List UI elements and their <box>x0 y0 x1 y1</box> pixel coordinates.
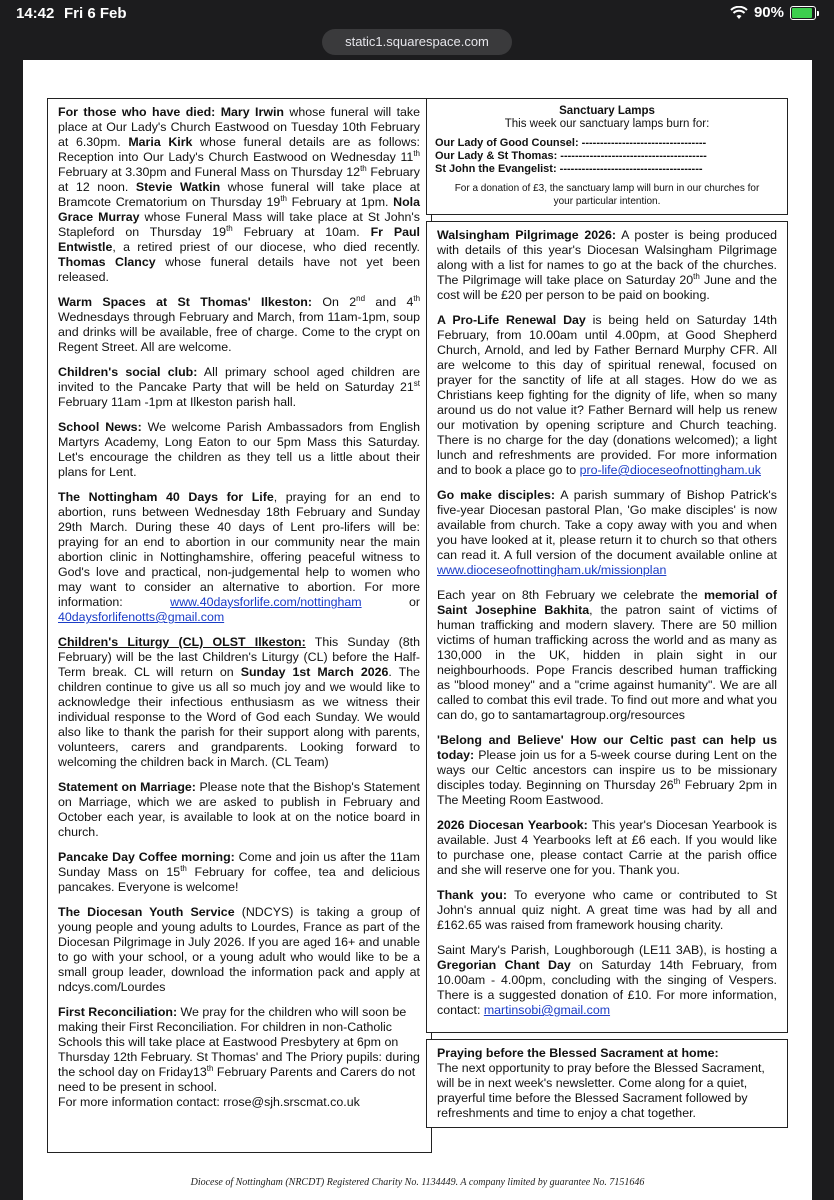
notice-40-days: The Nottingham 40 Days for Life, praying for an end to abortion, runs between Wednesday 18th February and Sunday 29th March. During these 40 days of Lent pro-lifers will be: praying for an end to abortion in our community near the main abortion clinic in Nottinghamshire, offering peaceful witness to God's love and practical, non-judgemental help to women who may want to consider an alternative to abortion. For more information: www.40daysforlife.com/nottingham or 40daysforlifenotts@gmail.com <box>58 490 420 624</box>
notice-chant: Saint Mary's Parish, Loughborough (LE11 3AB), is hosting a Gregorian Chant Day on Saturday 14th February, from 10.00am - 4.00pm, concluding with the singing of Vespers. There is a suggested donation of £10. For more information, contact: martinsobi@gmail.com <box>437 943 777 1017</box>
notice-marriage: Statement on Marriage: Please note that the Bishop's Statement on Marriage, which we are asked to publish in February and October each year, is available to look at on the notice board in church. <box>58 780 420 839</box>
notice-youth-service: The Diocesan Youth Service (NDCYS) is taking a group of young people and young adults to Lourdes, France as part of the Diocesan Pilgrimage in July 2026. If you are aged 16+ and unable to go with your school, or a young adult who would like to be a small group leader, download the information pack and apply at ndcys.com/Lourdes <box>58 905 420 994</box>
notice-reconciliation: First Reconciliation: We pray for the children who will soon be making their First Reconciliation. For children in non-Catholic Schools this will take place at Eastwood Presbytery at 6pm on Thursday 12th February. St Thomas' and The Priory pupils: during the school day on Friday13th February Parents and Carers do not need to be present in school. For more information contact: rrose@sjh.srscmat.co.uk <box>58 1005 420 1109</box>
prayer-heading: Praying before the Blessed Sacrament at home: <box>437 1046 719 1060</box>
notice-disciples: Go make disciples: A parish summary of Bishop Patrick's five-year Diocesan pastoral Plan, 'Go make disciples' is now available from church. Take a copy away with you and when you have looked at it, please return it to church so that others can read it. A full version of the document available online at www.dioceseofnottingham.uk/missionplan <box>437 488 777 577</box>
notice-yearbook: 2026 Diocesan Yearbook: This year's Diocesan Yearbook is available. Just 4 Yearbooks left at £6 each. If you would like to purchase one, please contact Carrie at the parish office and she will reserve one for you. Thank you. <box>437 818 777 877</box>
notice-bakhita: Each year on 8th February we celebrate the memorial of Saint Josephine Bakhita, the patron saint of victims of human trafficking and modern slavery. There are 50 million victims of human trafficking across the world and as many as 130,000 in the UK, hidden in plain sight in our neighbourhoods. Pope Francis described human trafficking as "blood money" and a "crime against humanity". We are all called to combat this evil trade. To find out more and what you can do, go to santamartagroup.org/resources <box>437 588 778 722</box>
sanctuary-lamps-box: Sanctuary Lamps This week our sanctuary lamps burn for: Our Lady of Good Counsel: ---------------------------------- Our Lady & St Thomas: ---------------------------------------- St John the Evangelist: --------------------------------------- For a donation of £3, the sanctuary lamp will burn in our churches for your particular intention. <box>426 98 788 215</box>
notice-warm-spaces: Warm Spaces at St Thomas' Ilkeston: On 2nd and 4th Wednesdays through February and March, from 11am-1pm, soup and drinks will be available, free of charge. Come to the crypt on Regent Street. All are welcome. <box>58 293 421 354</box>
battery-level <box>792 8 812 18</box>
clock: 14:42 <box>16 5 55 22</box>
link-40days-email[interactable]: 40daysforlifenotts@gmail.com <box>58 610 225 624</box>
battery-percent: 90% <box>753 4 784 21</box>
prayer-box <box>426 1039 788 1128</box>
prayer-text: The next opportunity to pray before the Blessed Sacrament, will be in next week's newsletter. Come along for a quiet, prayerful time before the Blessed Sacrament followed by refreshments and time to enjoy a chat together. <box>437 1061 765 1120</box>
notice-social-club: Children's social club: All primary school aged children are invited to the Pancake Party that will be held on Saturday 21st February 11am -1pm at Ilkeston parish hall. <box>58 365 420 409</box>
sanctuary-title: Sanctuary Lamps <box>559 105 655 117</box>
link-pro-life[interactable]: pro-life@dioceseofnottingham.uk <box>579 463 761 477</box>
notice-school-news: School News: We welcome Parish Ambassadors from English Martyrs Academy, Long Eaton to our 5pm Mass this Saturday. Let's encourage the children as they tell us a little about their plans for Lent. <box>58 420 420 479</box>
newsletter-page <box>23 60 812 1200</box>
link-chant-email[interactable]: martinsobi@gmail.com <box>483 1003 611 1017</box>
right-column <box>426 98 788 1134</box>
notice-celtic: 'Belong and Believe' How our Celtic past can help us today: Please join us for a 5-week course during Lent on the ways our Celtic ancestors can inspire us to be missionary disciples today. Beginning on Thursday 26th February 2pm in The Meeting Room Eastwood. <box>437 733 777 807</box>
notice-pro-life: A Pro-Life Renewal Day is being held on Saturday 14th February, from 10.00am until 4.00pm, at Good Shepherd Church, Arnold, and led by Father Bernard Murphy CFR. All are welcome to this day of spiritual renewal, focused on prayer for the sanctity of life at all stages. How do we as Christians keep fighting for the dignity of life, when so many around us do not value it? Father Bernard will help us renew our motivation by opening scripture and Church teaching. There is no charge for the day (donations welcomed); a light lunch and refreshments are provided. For more information and to book a place go to pro-life@dioceseofnottingham.uk <box>437 313 777 477</box>
notice-died: For those who have died: Mary Irwin whose funeral will take place at Our Lady's Church Eastwood on Tuesday 10th February at 6.30pm. Maria Kirk whose funeral details are as follows: Reception into Our Lady's Church Eastwood on Wednesday 11th February at 3.30pm and Funeral Mass on Thursday 12th February at 12 noon. Stevie Watkin whose funeral will take place at Bramcote Crematorium on Thursday 19th February at 1pm. Nola Grace Murray whose Funeral Mass will take place at St John's Stapleford on Thursday 19th February at 10am. Fr Paul Entwistle, a retired priest of our diocese, who died recently. Thomas Clancy whose funeral details have not yet been released. <box>58 105 421 284</box>
notice-pancake: Pancake Day Coffee morning: Come and join us after the 11am Sunday Mass on 15th February for coffee, tea and delicious pancakes. Everyone is welcome! <box>58 850 420 894</box>
browser-bar <box>0 26 834 58</box>
link-missionplan[interactable]: www.dioceseofnottingham.uk/missionplan <box>437 563 667 577</box>
left-column <box>47 98 432 1153</box>
status-bar <box>0 0 834 26</box>
footer: Diocese of Nottingham (NRCDT) Registered Charity No. 1134449. A company limited by guarantee No. 7151646 <box>190 1177 645 1188</box>
battery-icon <box>790 6 816 20</box>
address-bar[interactable]: static1.squarespace.com <box>322 29 512 55</box>
date: Fri 6 Feb <box>64 5 127 22</box>
notice-thanks: Thank you: To everyone who came or contributed to St John's annual quiz night. A great time was had by all and £162.65 was raised from framework housing charity. <box>437 888 777 932</box>
link-40days[interactable]: www.40daysforlife.com/nottingham <box>170 595 362 609</box>
notice-walsingham: Walsingham Pilgrimage 2026: A poster is being produced with details of this year's Diocesan Walsingham Pilgrimage along with a list for names to go at the back of the churches. The Pilgrimage will take place on Saturday 20th June and the cost will be £20 per person to be paid on booking. <box>437 228 777 302</box>
notices-box <box>426 221 788 1033</box>
notice-childrens-liturgy: Children's Liturgy (CL) OLST Ilkeston: This Sunday (8th February) will be the last Children's Liturgy (CL) before the Half-Term break. CL will return on Sunday 1st March 2026. The children continue to give us all so much joy and we would like to acknowledge their infectious enthusiasm as we witness their individual response to the Word of God each Sunday. We would also like to thank the parish for their support along with parents, volunteers, carers and grandparents. Looking forward to welcoming the children back in March. (CL Team) <box>58 635 420 769</box>
wifi-icon <box>730 6 748 20</box>
